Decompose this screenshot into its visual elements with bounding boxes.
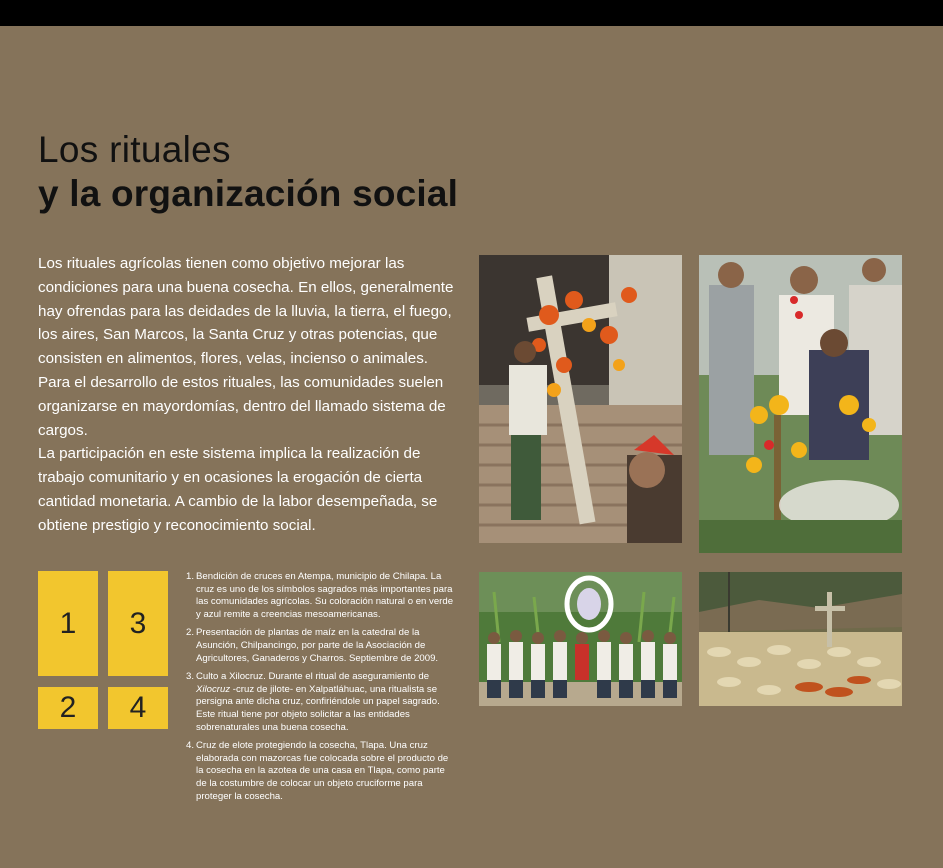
caption-text-before: Culto a Xilocruz. Durante el ritual de aseguramiento de bbox=[196, 671, 430, 683]
caption-number: 4. bbox=[186, 740, 195, 752]
caption-text bbox=[196, 671, 456, 734]
caption-number: 3. bbox=[186, 671, 195, 683]
title-line-1: Los rituales bbox=[38, 129, 231, 170]
caption-3 bbox=[186, 671, 456, 734]
photo-corn-presentation bbox=[479, 572, 682, 706]
photo-legend-4: 4 bbox=[108, 687, 168, 729]
photo-corn-cross-harvest bbox=[699, 572, 902, 706]
caption-2 bbox=[186, 627, 456, 665]
caption-number: 1. bbox=[186, 571, 195, 582]
caption-4 bbox=[186, 740, 456, 803]
page-title bbox=[38, 128, 458, 216]
top-bar bbox=[0, 0, 943, 26]
caption-text: Bendición de cruces en Atempa, municipio de Chilapa. La cruz es uno de los símbolos sagrados más importantes para las comunidades agrícolas. Su coloración natural o en verde y azul remite a creencias mesoamericanas. bbox=[196, 571, 454, 620]
photo-xilocruz-ritual bbox=[699, 255, 902, 553]
photo-legend-2: 2 bbox=[38, 687, 98, 729]
photo-legend-1: 1 bbox=[38, 571, 98, 676]
caption-text-after: -cruz de jilote- en Xalpatláhuac, una ritualista se persigna ante dicha cruz, confiriéndole un papel sagrado. Este ritual tiene por objeto solicitar a las entidades sobrenaturales una buena cosecha. bbox=[196, 683, 440, 733]
photo-captions bbox=[186, 571, 456, 809]
caption-text-italic: Xilocruz bbox=[196, 683, 231, 695]
intro-paragraph-3: La participación en este sistema implica la realización de trabajo comunitario y en ocasiones la erogación de cierta cantidad monetaria. A cambio de la labor desempeñada, se obtiene prestigio y reconocimiento social. bbox=[38, 445, 438, 534]
intro-text bbox=[38, 252, 463, 538]
title-line-2: y la organización social bbox=[38, 173, 459, 214]
intro-paragraph-2: Para el desarrollo de estos rituales, las comunidades suelen organizarse en mayordomías, dentro del llamado sistema de cargos. bbox=[38, 373, 446, 439]
intro-paragraph-1: Los rituales agrícolas tienen como objetivo mejorar las condiciones para una buena cosecha. En ellos, generalmente hay ofrendas para las deidades de la lluvia, la tierra, el fuego, los aires, San Marcos, la Santa Cruz y otras potencias, que consisten en alimentos, flores, velas, incienso o animales. bbox=[38, 255, 454, 368]
caption-number: 2. bbox=[186, 627, 195, 639]
caption-text: Cruz de elote protegiendo la cosecha, Tlapa. Una cruz elaborada con mazorcas fue colocada sobre el producto de la cosecha en la azotea de una casa en Tlapa, como parte de la costumbre de colocar un objeto cruciforme para proteger la cosecha. bbox=[196, 740, 449, 802]
caption-1 bbox=[186, 571, 456, 621]
photo-cross-blessing bbox=[479, 255, 682, 543]
photo-legend-3: 3 bbox=[108, 571, 168, 676]
caption-text: Presentación de plantas de maíz en la catedral de la Asunción, Chilpancingo, por parte de la Asociación de Agricultores, Ganaderos y Charros. Septiembre de 2009. bbox=[196, 627, 439, 664]
